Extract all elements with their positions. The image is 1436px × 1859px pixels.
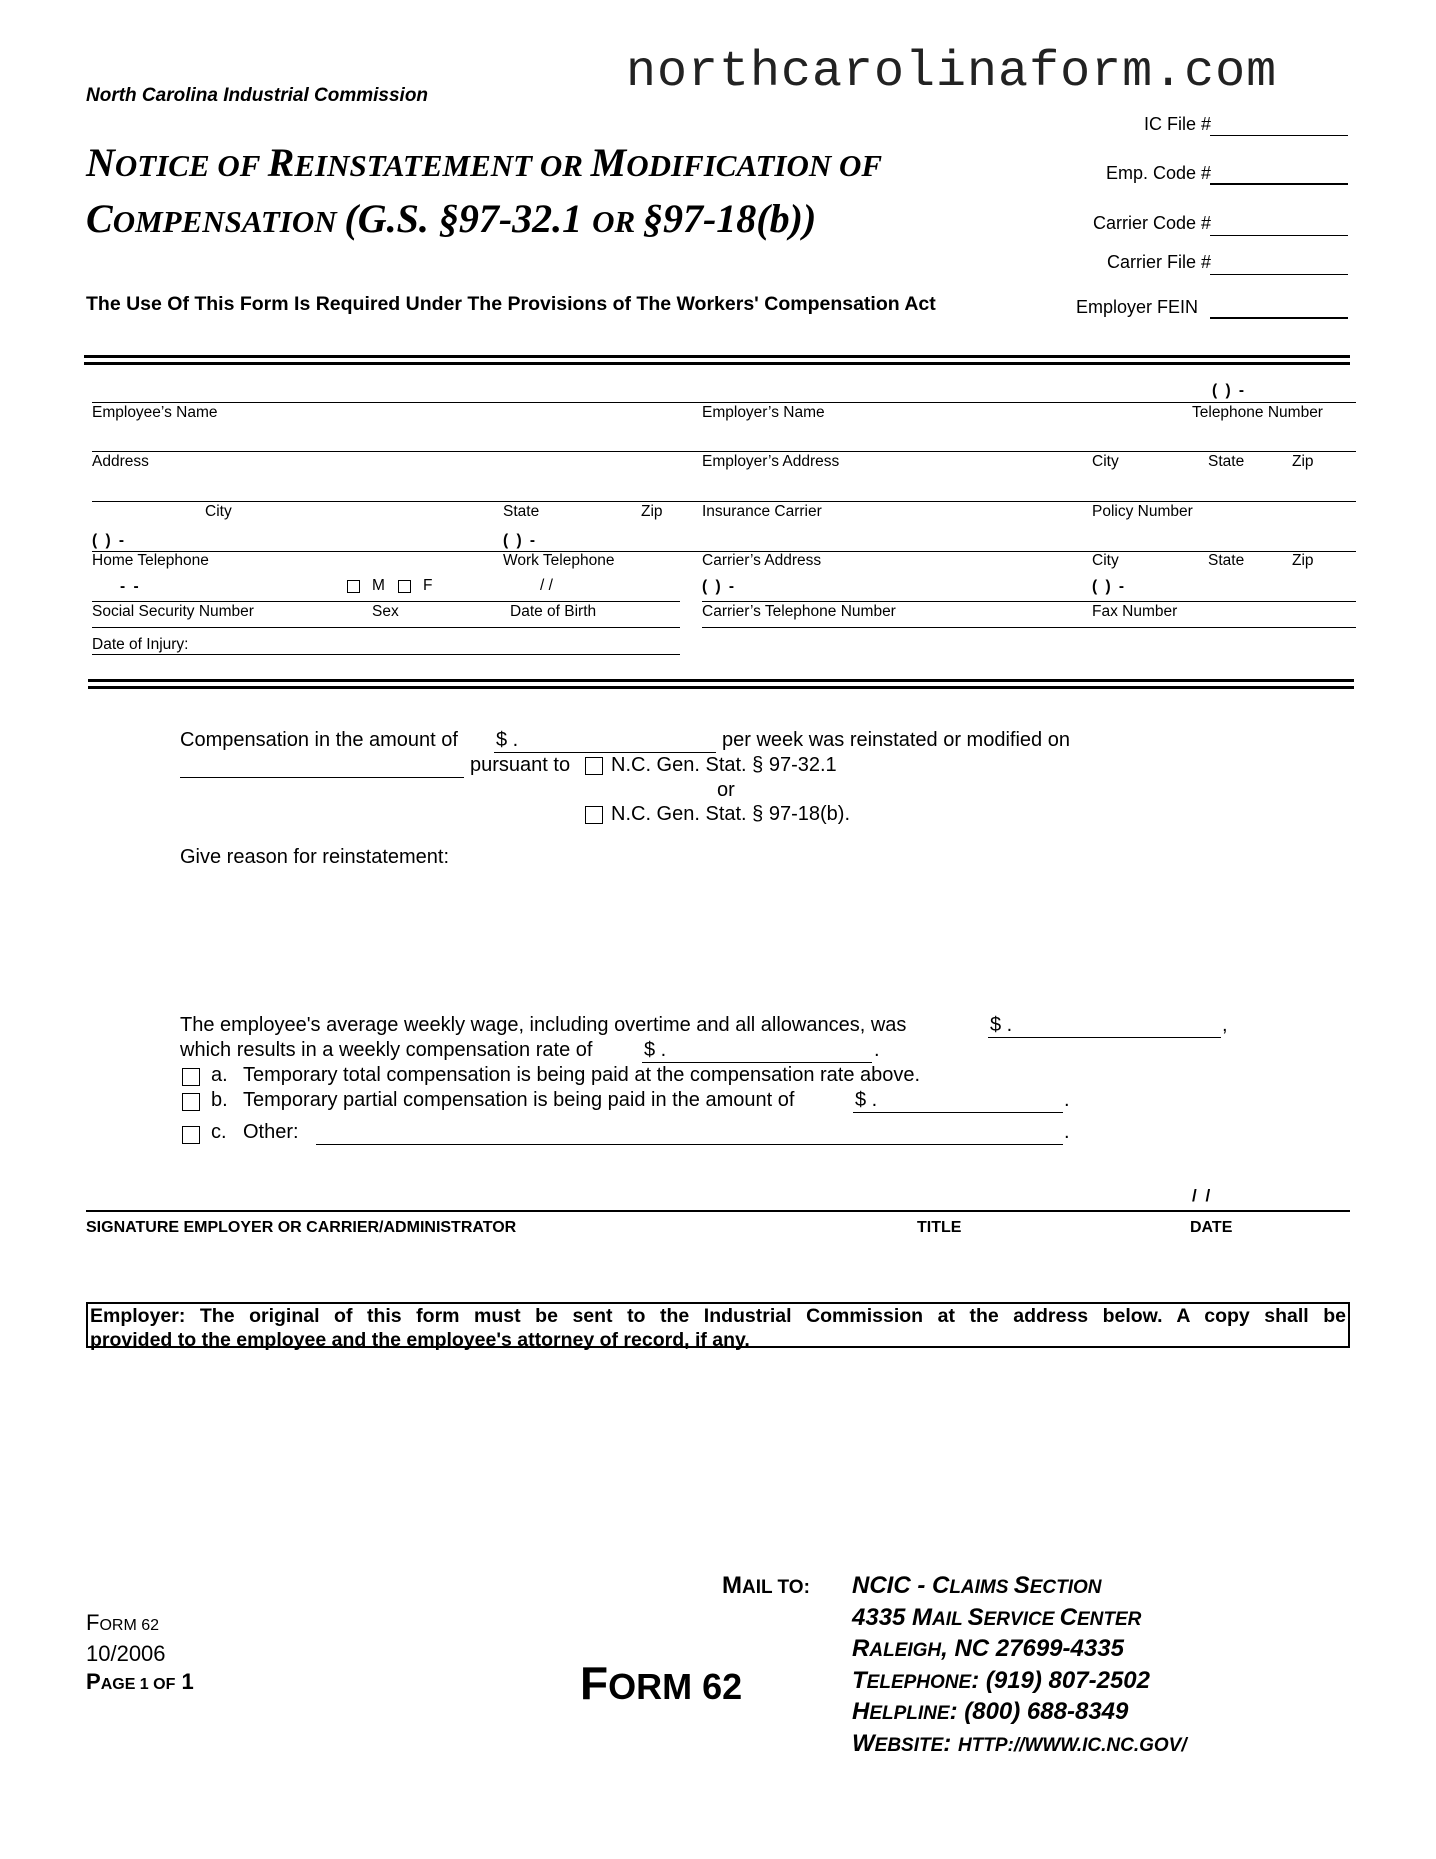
row3-line[interactable] — [92, 501, 1356, 502]
carrier-state-label: State — [1208, 552, 1245, 569]
notice-line-2: provided to the employee and the employee's attorney of record, if any. — [90, 1329, 750, 1351]
employee-name-label: Employee’s Name — [92, 404, 218, 421]
other-input[interactable] — [316, 1144, 1063, 1145]
work-telephone-label: Work Telephone — [503, 552, 615, 569]
comp-line1-b: per week was reinstated or modified on — [722, 729, 1070, 751]
partial-amount-input[interactable] — [853, 1112, 1063, 1113]
wage-dollar2: $ . — [644, 1039, 667, 1061]
sex-m-checkbox[interactable] — [347, 580, 360, 593]
footer-form-date: 10/2006 — [86, 1641, 166, 1666]
work-phone-prefill: ( ) - — [503, 532, 538, 549]
sex-m-label: M — [372, 577, 385, 594]
comp-dollar-prefill: $ . — [496, 729, 519, 751]
fax-number-label: Fax Number — [1092, 603, 1178, 620]
signature-label: SIGNATURE EMPLOYER OR CARRIER/ADMINISTRATOR — [86, 1219, 517, 1236]
telephone-number-label: Telephone Number — [1192, 404, 1323, 421]
wage-comma: , — [1222, 1014, 1228, 1036]
fax-prefill: ( ) - — [1092, 578, 1127, 595]
statute-97-32-1-checkbox[interactable] — [585, 757, 603, 775]
row5-line-left[interactable] — [92, 601, 680, 602]
state-label: State — [503, 503, 540, 520]
mail-to-label: MAIL TO: — [722, 1572, 810, 1599]
policy-number-label: Policy Number — [1092, 503, 1193, 520]
option-a-letter: a. — [211, 1064, 228, 1086]
home-phone-prefill: ( ) - — [92, 532, 127, 549]
section-divider — [88, 679, 1354, 689]
footer-page: PAGE 1 OF 1 — [86, 1669, 194, 1694]
emp-code-input[interactable] — [1210, 183, 1348, 185]
date-of-injury-line[interactable] — [92, 654, 680, 655]
employer-notice-box — [86, 1302, 1350, 1351]
mailing-address — [852, 1571, 1187, 1760]
title-label: TITLE — [917, 1219, 962, 1236]
option-c-checkbox[interactable] — [182, 1126, 200, 1144]
form-subtitle: The Use Of This Form Is Required Under The Provisions of The Workers' Compensation Act — [86, 293, 936, 315]
footer-form-id — [86, 1609, 194, 1699]
carrier-address-label: Carrier’s Address — [702, 552, 822, 569]
option-c-text: Other: — [243, 1121, 299, 1143]
statute-97-18b-checkbox[interactable] — [585, 806, 603, 824]
row2-line[interactable] — [92, 451, 1356, 452]
address-line-3: RALEIGH, NC 27699-4335 — [852, 1635, 1124, 1662]
option-b-dollar: $ . — [855, 1089, 878, 1111]
employer-name-label: Employer’s Name — [702, 404, 825, 421]
option-b-text: Temporary partial compensation is being paid in the amount of — [243, 1089, 795, 1111]
address-label: Address — [92, 453, 149, 470]
header-divider — [84, 355, 1350, 365]
option-b-checkbox[interactable] — [182, 1093, 200, 1111]
agency-name: North Carolina Industrial Commission — [86, 85, 429, 106]
carrier-code-input[interactable] — [1210, 235, 1348, 236]
carrier-phone-prefill: ( ) - — [702, 578, 737, 595]
statute-97-18b-label: N.C. Gen. Stat. § 97-18(b). — [611, 803, 850, 825]
zip-label: Zip — [641, 503, 663, 520]
sex-f-label: F — [423, 577, 433, 594]
carrier-file-label: Carrier File # — [1106, 252, 1211, 272]
address-line-1: NCIC - CLAIMS SECTION — [852, 1572, 1102, 1599]
carrier-zip-label: Zip — [1292, 552, 1314, 569]
helpline-line: HELPLINE: (800) 688-8349 — [852, 1698, 1129, 1725]
carrier-file-input[interactable] — [1210, 274, 1348, 275]
carrier-code-label: Carrier Code # — [1092, 213, 1211, 233]
option-c-letter: c. — [211, 1121, 227, 1143]
row6-line-left[interactable] — [92, 627, 680, 628]
employer-zip-label: Zip — [1292, 453, 1314, 470]
address-line-2: 4335 MAIL SERVICE CENTER — [852, 1603, 1142, 1631]
comp-line1-a: Compensation in the amount of — [180, 729, 458, 751]
pursuant-label: pursuant to — [470, 754, 571, 776]
city-label: City — [205, 503, 232, 520]
carrier-city-label: City — [1092, 552, 1119, 569]
dob-prefill: / / — [540, 577, 553, 594]
option-b-period: . — [1064, 1089, 1070, 1111]
watermark: northcarolinaform.com — [626, 44, 1278, 101]
dob-label: Date of Birth — [510, 603, 597, 620]
date-label: DATE — [1190, 1219, 1233, 1236]
option-a-checkbox[interactable] — [182, 1068, 200, 1086]
footer-form-number: FORM 62 — [86, 1610, 160, 1635]
telephone-prefill: ( ) - — [1212, 382, 1247, 399]
compensation-rate-input[interactable] — [642, 1062, 872, 1063]
row5-line-right[interactable] — [702, 601, 1356, 602]
employer-city-label: City — [1092, 453, 1119, 470]
notice-line-1: Employer: The original of this form must be sent to the Industrial Commission at the address below. A copy shall be — [90, 1305, 1346, 1327]
statute-97-32-1-label: N.C. Gen. Stat. § 97-32.1 — [611, 754, 837, 776]
sex-label: Sex — [372, 603, 399, 620]
date-prefill: / / — [1192, 1186, 1213, 1205]
average-weekly-wage-input[interactable] — [988, 1037, 1221, 1038]
ssn-prefill: - - — [120, 578, 141, 595]
form-number-large: FORM 62 — [580, 1657, 743, 1709]
employer-state-label: State — [1208, 453, 1245, 470]
title-line-2: COMPENSATION (G.S. §97-32.1 OR §97-18(b)) — [86, 196, 817, 241]
wage-line1: The employee's average weekly wage, including overtime and all allowances, was — [180, 1014, 907, 1036]
telephone-line: TELEPHONE: (919) 807-2502 — [852, 1666, 1150, 1694]
option-b-letter: b. — [211, 1089, 228, 1111]
ic-file-input[interactable] — [1210, 135, 1348, 136]
row1-line[interactable] — [92, 402, 1356, 403]
option-a-text: Temporary total compensation is being paid at the compensation rate above. — [243, 1064, 921, 1086]
employer-fein-label: Employer FEIN — [1076, 297, 1199, 317]
reason-label: Give reason for reinstatement: — [180, 846, 450, 868]
home-telephone-label: Home Telephone — [92, 552, 209, 569]
carrier-phone-label: Carrier’s Telephone Number — [702, 603, 896, 620]
insurance-carrier-label: Insurance Carrier — [702, 503, 822, 520]
emp-code-label: Emp. Code # — [1105, 163, 1211, 183]
option-c-period: . — [1064, 1121, 1070, 1143]
ic-file-label: IC File # — [1143, 114, 1211, 134]
row6-line-right[interactable] — [702, 627, 1356, 628]
signature-line[interactable] — [86, 1210, 1350, 1212]
date-of-injury-label: Date of Injury: — [92, 636, 189, 653]
employer-address-label: Employer’s Address — [702, 453, 840, 470]
wage-line2: which results in a weekly compensation rate of — [180, 1039, 593, 1061]
ssn-label: Social Security Number — [92, 603, 254, 620]
wage-period: . — [874, 1039, 880, 1061]
comp-amount-input[interactable] — [494, 752, 716, 753]
sex-f-checkbox[interactable] — [398, 580, 411, 593]
form-title — [86, 136, 882, 248]
or-label: or — [717, 779, 735, 801]
comp-date-input[interactable] — [180, 777, 464, 778]
website-line[interactable]: WEBSITE: HTTP://WWW.IC.NC.GOV/ — [852, 1729, 1187, 1757]
wage-dollar1: $ . — [990, 1014, 1013, 1036]
title-line-1: NOTICE OF REINSTATEMENT OR MODIFICATION OF — [86, 140, 883, 185]
employer-fein-input[interactable] — [1210, 317, 1348, 319]
